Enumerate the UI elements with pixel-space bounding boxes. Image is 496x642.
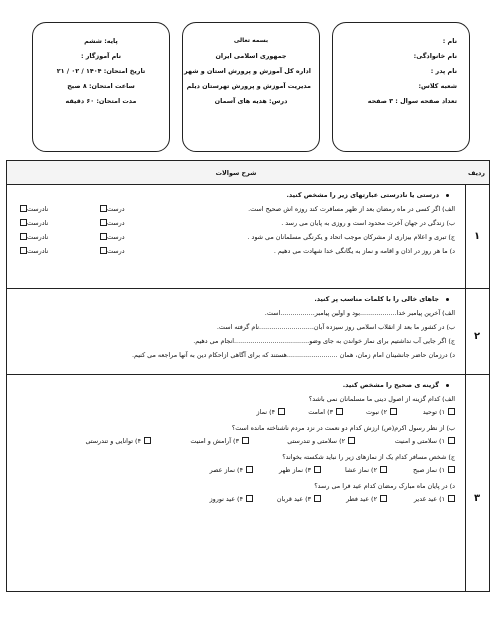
false-checkbox[interactable] [20, 247, 27, 254]
true-label: درست [107, 247, 125, 255]
exam-info-box [32, 22, 170, 152]
option-label: ۱) توحید [422, 408, 445, 416]
option-label: ۱) نماز صبح [413, 466, 445, 474]
education-directorate: مدیریت آموزش و پرورش تهرستان دیلم [186, 82, 311, 90]
option-label: ۴) نماز عصر [209, 466, 243, 474]
class-branch-field[interactable]: شعبه کلاس: [418, 82, 457, 90]
question-number-2: ۲ [473, 331, 481, 342]
tf-item-4 [13, 247, 459, 261]
true-checkbox[interactable] [100, 205, 107, 212]
true-label: درست [107, 219, 125, 227]
questions-header: شرح سوالات [215, 169, 257, 177]
option-label: ۲) سلامتی و تندرستی [287, 437, 345, 445]
tf-statement: الف) اگر کسی در ماه رمضان بعد از ظهر مسافرت کند روزه اش صحیح است. [248, 205, 455, 213]
true-checkbox[interactable] [100, 233, 107, 240]
fill-blank-item[interactable]: ج) اگر جایی آب نداشتیم برای نماز خواندن به جای وضو.....................................انجام می دهیم. [193, 337, 455, 345]
option-checkbox[interactable] [336, 408, 343, 415]
option-checkbox[interactable] [246, 495, 253, 502]
exam-header [32, 22, 470, 152]
subject-name: درس: هدیه های آسمان [214, 97, 288, 105]
option-checkbox[interactable] [246, 466, 253, 473]
option-label: ۳) امامت [308, 408, 333, 416]
row-divider [7, 374, 489, 375]
question-2-section [13, 295, 459, 365]
option-checkbox[interactable] [314, 495, 321, 502]
option-label: ۳) آرامش و امنیت [190, 437, 239, 445]
question-2-title: جاهای خالی را با کلمات مناسب پر کنید. [13, 295, 459, 309]
mcq-options [13, 437, 459, 453]
option-checkbox[interactable] [348, 437, 355, 444]
fill-blank-item[interactable]: د) درزمان حاضر جانشینان امام زمان، همان .........................هستند که برای آگاهی ازاحکام دین به آنها مراجعه می کنیم. [131, 351, 455, 359]
question-1-title: درستی یا نادرستی عبارتهای زیر را مشخص کنید. [13, 191, 459, 205]
option-label: ۲) عید فطر [346, 495, 377, 503]
option-label: ۳) نماز ظهر [278, 466, 311, 474]
fill-blank-item[interactable]: الف) آخرین پیامبر خدا..................بود و اولین پیامبر.................است. [264, 309, 455, 317]
option-checkbox[interactable] [144, 437, 151, 444]
country-name: جمهوری اسلامی ایران [215, 52, 287, 60]
option-checkbox[interactable] [380, 495, 387, 502]
mcq-options [13, 408, 459, 424]
mcq-question: ب) از نظر رسول اکرم(ص) ارزش کدام دو نعمت در نزد مردم ناشناخته مانده است؟ [231, 424, 455, 432]
tf-item-2 [13, 219, 459, 233]
option-checkbox[interactable] [390, 408, 397, 415]
school-info-box [182, 22, 320, 152]
false-checkbox[interactable] [20, 219, 27, 226]
student-name-field[interactable]: نام : [442, 37, 457, 45]
option-label: ۳) عید قربان [276, 495, 311, 503]
question-number-1: ۱ [473, 231, 481, 242]
grade-level: پایه: ششم [84, 37, 118, 45]
mcq-question: الف) کدام گزینه از اصول دینی ما مسلمانان نمی باشد؟ [308, 395, 455, 403]
tf-item-3 [13, 233, 459, 247]
false-label: نادرست [27, 233, 49, 241]
row-divider [7, 288, 489, 289]
question-3-section [13, 381, 459, 511]
table-header [7, 161, 489, 185]
option-label: ۲) نبوت [366, 408, 387, 416]
mcq-question: د) در پایان ماه مبارک رمضان کدام عید فرا می رسد؟ [314, 482, 455, 490]
option-checkbox[interactable] [380, 466, 387, 473]
false-checkbox[interactable] [20, 233, 27, 240]
option-checkbox[interactable] [242, 437, 249, 444]
false-label: نادرست [27, 219, 49, 227]
questions-table [6, 160, 490, 592]
teacher-name-field[interactable]: نام آموزگار : [80, 52, 122, 60]
student-family-field[interactable]: نام خانوادگی: [413, 52, 457, 60]
option-checkbox[interactable] [448, 437, 455, 444]
mcq-options [13, 495, 459, 511]
radif-header: ردیف [468, 169, 485, 177]
exam-time: ساعت امتحان: ۸ صبح [67, 82, 135, 90]
question-number-3: ۳ [473, 493, 481, 504]
tf-item-1 [13, 205, 459, 219]
father-name-field[interactable]: نام پدر : [430, 67, 457, 75]
true-label: درست [107, 205, 125, 213]
question-3-title: گزینه ی صحیح را مشخص کنید. [13, 381, 459, 395]
true-checkbox[interactable] [100, 219, 107, 226]
option-label: ۴) نماز [256, 408, 275, 416]
false-label: نادرست [27, 247, 49, 255]
option-checkbox[interactable] [448, 408, 455, 415]
fill-blank-item[interactable]: ب) در کشور ما بعد از انقلاب اسلامی روز سیزده آبان...........................نام گرفته است. [216, 323, 455, 331]
question-1-section [13, 191, 459, 261]
false-label: نادرست [27, 205, 49, 213]
exam-date: تاریخ امتحان: ۱۴۰۴ / ۰۲ / ۲۱ [56, 67, 146, 75]
education-office: اداره کل آموزش و پرورش استان و شهر [184, 67, 311, 75]
true-label: درست [107, 233, 125, 241]
tf-statement: د) ما هر روز در اذان و اقامه و نماز به یگانگی خدا شهادت می دهیم . [273, 247, 455, 255]
option-label: ۱) سلامتی و امنیت [394, 437, 445, 445]
bismillah: بسمه تعالی [233, 37, 269, 44]
option-checkbox[interactable] [278, 408, 285, 415]
mcq-options [13, 466, 459, 482]
tf-statement: ب) زندگی در جهان آخرت محدود است و روزی به پایان می رسد . [281, 219, 455, 227]
option-label: ۱) عید غدیر [413, 495, 445, 503]
mcq-question: ج) شخص مسافر کدام یک از نمازهای زیر را نباید شکسته بخواند؟ [282, 453, 455, 461]
option-label: ۴) عید نوروز [209, 495, 243, 503]
false-checkbox[interactable] [20, 205, 27, 212]
true-checkbox[interactable] [100, 247, 107, 254]
exam-duration: مدت امتحان: ۶۰ دقیقه [65, 97, 137, 105]
option-checkbox[interactable] [448, 466, 455, 473]
tf-statement: ج) تبری و اعلام بیزاری از مشرکان موجب اتحاد و یکرنگی مسلمانان می شود . [247, 233, 455, 241]
student-info-box [332, 22, 470, 152]
page-count: تعداد صفحه سوال : ۳ صفحه [367, 97, 457, 105]
option-label: ۲) نماز عشا [345, 466, 377, 474]
option-checkbox[interactable] [448, 495, 455, 502]
radif-column [465, 161, 489, 591]
option-label: ۴) توانایی و تندرستی [85, 437, 141, 445]
option-checkbox[interactable] [314, 466, 321, 473]
